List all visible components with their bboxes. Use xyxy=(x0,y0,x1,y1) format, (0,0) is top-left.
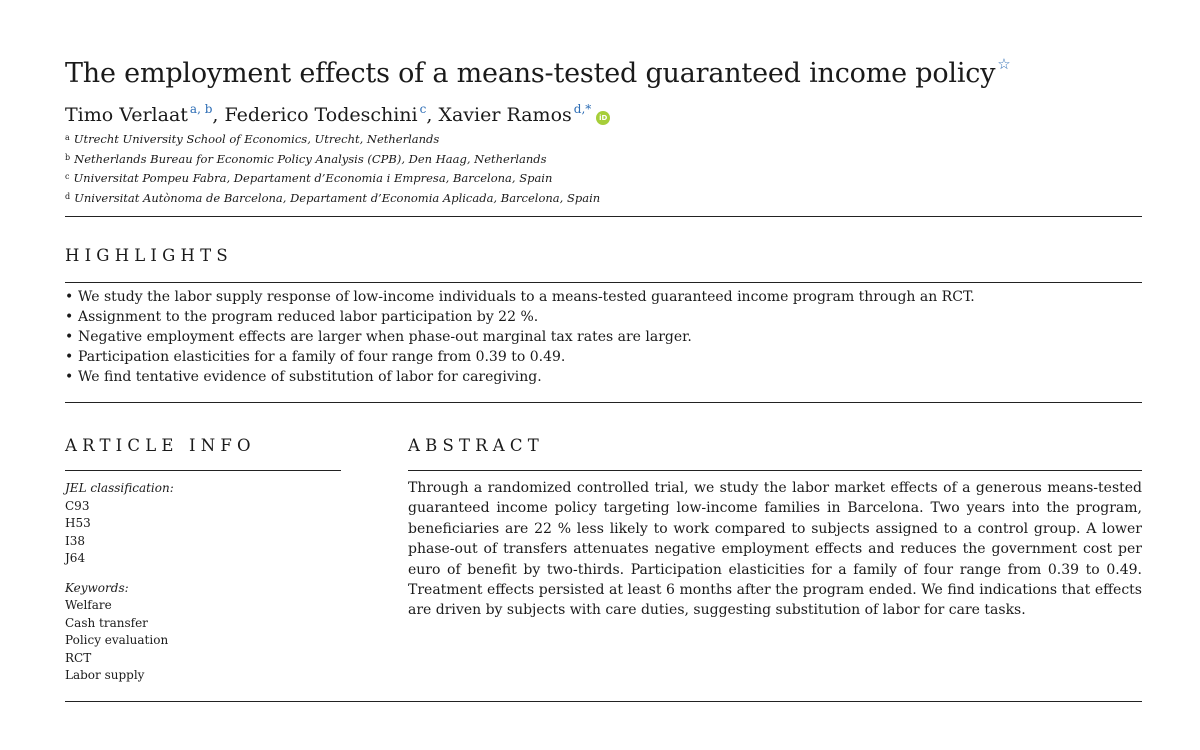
affiliation-item xyxy=(65,149,600,169)
abstract-rule xyxy=(408,470,1142,471)
highlight-text: Participation elasticities for a family of four range from 0.39 to 0.49. xyxy=(78,349,566,365)
jel-code[interactable]: I38 xyxy=(65,533,86,548)
author-affiliation-marks[interactable]: d,* xyxy=(573,102,592,116)
highlight-text: We study the labor supply response of low-income individuals to a means-tested guaranteed income program through an RCT. xyxy=(78,289,975,305)
divider-rule xyxy=(65,701,1142,702)
article-info-block xyxy=(65,480,174,685)
affiliation-item xyxy=(65,129,600,149)
paper-title xyxy=(65,44,1011,94)
affiliation-text: Netherlands Bureau for Economic Policy Analysis (CPB), Den Haag, Netherlands xyxy=(74,151,547,166)
jel-code[interactable]: H53 xyxy=(65,516,91,530)
affiliation-mark: c xyxy=(65,172,70,181)
article-info-rule xyxy=(65,470,341,471)
divider-rule xyxy=(65,282,1142,283)
affiliation-list xyxy=(65,129,600,207)
author-name[interactable]: Xavier Ramos xyxy=(438,104,572,126)
article-info-heading: ARTICLE INFO xyxy=(65,436,256,455)
affiliation-item xyxy=(65,188,600,208)
highlight-text: Negative employment effects are larger when phase-out marginal tax rates are larger. xyxy=(78,329,692,345)
author-affiliation-marks[interactable]: c xyxy=(419,102,427,116)
jel-label: JEL classification: xyxy=(65,481,174,495)
jel-code[interactable]: J64 xyxy=(65,551,86,565)
title-footnote-star-icon[interactable]: ☆ xyxy=(997,55,1011,73)
affiliation-text: Utrecht University School of Economics, Utrecht, Netherlands xyxy=(73,132,440,146)
orcid-icon[interactable]: iD xyxy=(596,111,610,125)
affiliation-item xyxy=(65,168,600,188)
author-name[interactable]: Federico Todeschini xyxy=(224,104,418,126)
keywords-label: Keywords: xyxy=(65,580,129,595)
highlight-item xyxy=(65,307,975,327)
highlight-item xyxy=(65,367,975,387)
author-name[interactable]: Timo Verlaat xyxy=(65,104,188,126)
affiliation-mark: d xyxy=(65,191,71,201)
keyword[interactable]: RCT xyxy=(65,650,92,665)
paper-title-text: The employment effects of a means-tested guaranteed income policy xyxy=(65,58,996,89)
highlight-text: Assignment to the program reduced labor participation by 22 %. xyxy=(78,309,539,325)
keyword[interactable]: Policy evaluation xyxy=(65,633,169,647)
abstract-text: Through a randomized controlled trial, we study the labor market effects of a generous means-tested guaranteed income policy targeting low-income families in Barcelona. Two years into the program, beneficiaries are 22 % less likely to work compared to subjects assigned to a control group. A lower phase-out of transfers attenuates negative employment effects and reduces the government cost per euro of benefit by two-thirds. Participation elasticities for a family of four range from 0.39 to 0.49. Treatment effects persisted at least 6 months after the program ended. We find indications that effects are driven by subjects with care duties, suggesting substitution of labor for care tasks. xyxy=(408,480,1142,619)
keyword[interactable]: Labor supply xyxy=(65,668,145,682)
highlight-text: We find tentative evidence of substitution of labor for caregiving. xyxy=(78,369,542,385)
abstract-heading: ABSTRACT xyxy=(408,436,544,455)
affiliation-mark: b xyxy=(65,152,71,162)
bullet-icon: • xyxy=(65,289,74,305)
bullet-icon: • xyxy=(65,309,74,325)
bullet-icon: • xyxy=(65,349,74,365)
highlights-heading: HIGHLIGHTS xyxy=(65,246,233,265)
affiliation-mark: a xyxy=(65,133,70,142)
divider-rule xyxy=(65,216,1142,217)
highlights-list xyxy=(65,287,975,387)
highlight-item xyxy=(65,327,975,347)
bullet-icon: • xyxy=(65,329,74,345)
author-separator: , xyxy=(426,104,439,126)
jel-code[interactable]: C93 xyxy=(65,498,90,513)
spacer xyxy=(65,568,174,580)
affiliation-text: Universitat Pompeu Fabra, Departament d’Economia i Empresa, Barcelona, Spain xyxy=(73,171,553,185)
affiliation-text: Universitat Autònoma de Barcelona, Departament d’Economia Aplicada, Barcelona, Spain xyxy=(74,190,601,205)
author-list xyxy=(65,95,610,129)
author-affiliation-marks[interactable]: a, b xyxy=(189,102,213,116)
keyword[interactable]: Welfare xyxy=(65,598,112,612)
bullet-icon: • xyxy=(65,369,74,385)
article-first-page xyxy=(65,0,1142,750)
author-separator: , xyxy=(212,104,225,126)
highlight-item xyxy=(65,347,975,367)
keyword[interactable]: Cash transfer xyxy=(65,615,148,630)
highlight-item xyxy=(65,287,975,307)
divider-rule xyxy=(65,402,1142,403)
